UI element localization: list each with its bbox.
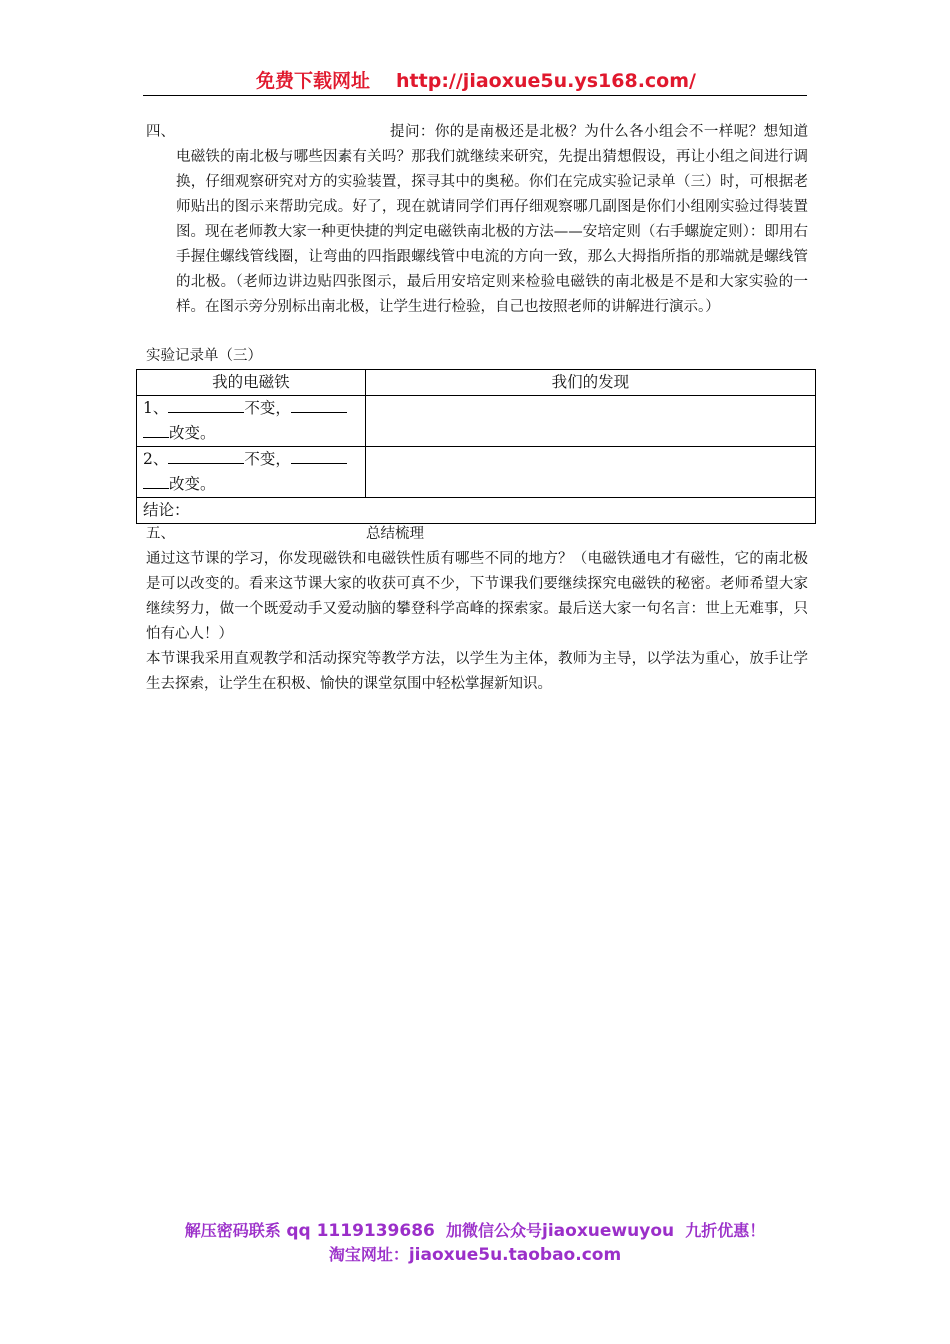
- footer-taobao-url[interactable]: jiaoxue5u.taobao.com: [408, 1245, 622, 1265]
- footer-qq: qq 1119139686: [286, 1221, 435, 1241]
- section-5-paragraph-2: 本节课我采用直观教学和活动探究等教学方法，以学生为主体，教师为主导，以学法为重心，放手让学生去探索，让学生在积极、愉快的课堂氛围中轻松掌握新知识。: [146, 651, 808, 692]
- row-1-changed: 改变。: [169, 424, 216, 442]
- page-header: [146, 66, 806, 93]
- row-1-number: 1、: [143, 399, 169, 417]
- row-2-findings[interactable]: [365, 447, 815, 498]
- section-4-text: 提问：你的是南极还是北极？为什么各小组会不一样呢？想知道电磁铁的南北极与哪些因素有关吗？那我们就继续来研究，先提出猜想假设，再让小组之间进行调换，仔细观察研究对方的实验装置，探寻其中的奥秘。你们在完成实验记录单（三）时，可根据老师贴出的图示来帮助完成。好了，现在就请同学们再仔细观察哪几副图是你们小组刚实验过得装置图。现在老师教大家一种更快捷的判定电磁铁南北极的方法——安培定则（右手螺旋定则）：即用右手握住螺线管线圈，让弯曲的四指跟螺线管中电流的方向一致，那么大拇指所指的那端就是螺线管的北极。（老师边讲边贴四张图示，最后用安培定则来检验电磁铁的南北极是不是和大家实验的一样。在图示旁分别标出南北极，让学生进行检验，自己也按照老师的讲解进行演示。）: [176, 124, 808, 315]
- section-4-number: 四、: [146, 124, 175, 140]
- footer-wechat-label: 加微信公众号: [446, 1221, 543, 1240]
- row-2-unchanged: 不变，: [244, 450, 291, 468]
- section-4: [146, 120, 808, 320]
- record-sheet-caption: 实验记录单（三）: [146, 348, 262, 364]
- header-label: 免费下载网址: [256, 70, 371, 92]
- footer-line-2: [60, 1242, 890, 1265]
- footer-discount: 九折优惠！: [685, 1221, 766, 1240]
- column-header-our-findings: 我们的发现: [365, 370, 815, 396]
- table-row: [137, 447, 816, 498]
- column-header-my-electromagnet: 我的电磁铁: [137, 370, 366, 396]
- header-url[interactable]: http://jiaoxue5u.ys168.com/: [396, 70, 696, 92]
- row-1-cell: [137, 396, 366, 447]
- row-1-unchanged: 不变，: [244, 399, 291, 417]
- row-2-number: 2、: [143, 450, 169, 468]
- footer-line-1: [60, 1218, 890, 1241]
- row-2-cell: [137, 447, 366, 498]
- section-5-number: 五、: [146, 526, 175, 542]
- table-row: [137, 396, 816, 447]
- footer-password-label: 解压密码联系: [184, 1221, 281, 1240]
- row-1-findings[interactable]: [365, 396, 815, 447]
- header-divider: [143, 95, 807, 96]
- row-2-changed: 改变。: [169, 475, 216, 493]
- conclusion-cell: 结论：: [137, 498, 816, 524]
- row-2-blank-c[interactable]: [143, 472, 169, 489]
- section-5-title: 总结梳理: [366, 526, 424, 542]
- row-2-blank-b[interactable]: [291, 447, 347, 464]
- row-1-blank-a[interactable]: [168, 396, 244, 413]
- footer-taobao-label: 淘宝网址：: [328, 1245, 409, 1264]
- row-2-blank-a[interactable]: [168, 447, 244, 464]
- section-5-paragraph-1: 通过这节课的学习，你发现磁铁和电磁铁性质有哪些不同的地方？（电磁铁通电才有磁性，它的南北极是可以改变的。看来这节课大家的收获可真不少，下节课我们要继续探究电磁铁的秘密。老师希望大家继续努力，做一个既爱动手又爱动脑的攀登科学高峰的探索家。最后送大家一句名言：世上无难事，只怕有心人！）: [146, 551, 808, 642]
- row-1-blank-b[interactable]: [291, 396, 347, 413]
- record-sheet-table: [136, 369, 816, 524]
- row-1-blank-c[interactable]: [143, 421, 169, 438]
- footer-wechat-id: jiaoxuewuyou: [542, 1221, 675, 1241]
